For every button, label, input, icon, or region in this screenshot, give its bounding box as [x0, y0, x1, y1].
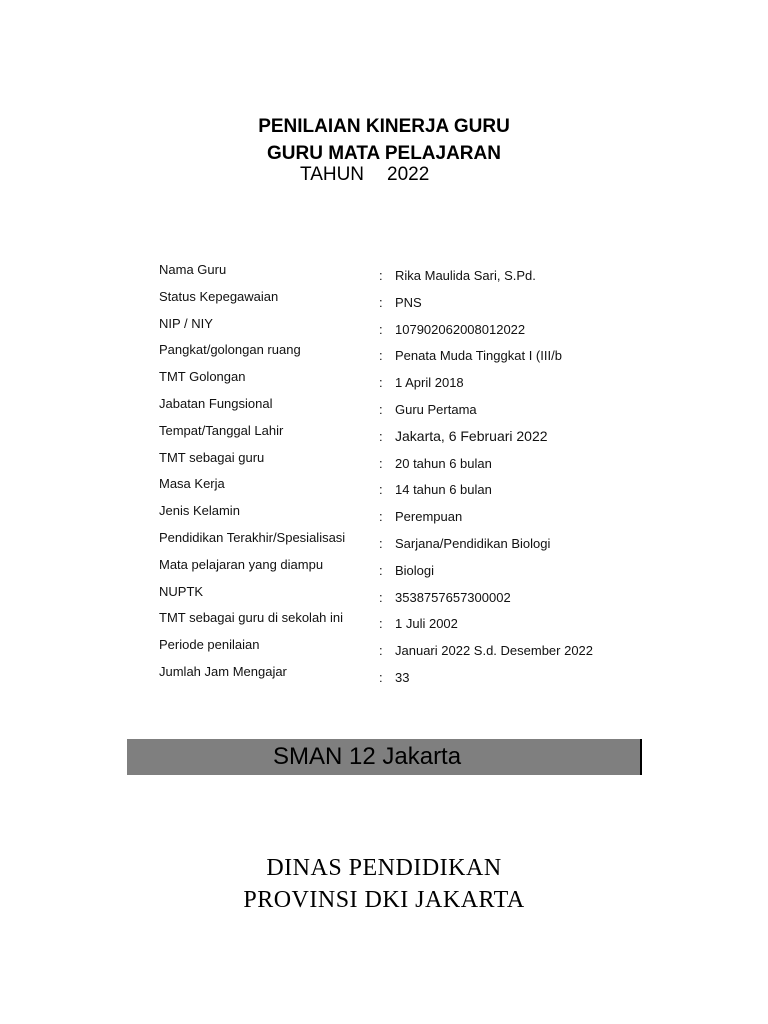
- info-row-jabatan: [159, 396, 629, 423]
- info-row-nuptk: [159, 584, 629, 611]
- info-row-jam-mengajar: [159, 664, 629, 691]
- info-value: Jakarta, 6 Februari 2022: [395, 427, 548, 444]
- info-separator: :: [379, 616, 383, 632]
- footer-block: [0, 852, 768, 916]
- info-label: TMT Golongan: [159, 369, 246, 385]
- info-value: 20 tahun 6 bulan: [395, 455, 492, 471]
- info-separator: :: [379, 482, 383, 498]
- info-row-periode: [159, 637, 629, 664]
- info-separator: :: [379, 643, 383, 659]
- info-separator: :: [379, 455, 383, 471]
- info-label: Mata pelajaran yang diampu: [159, 556, 324, 572]
- info-row-nip: [159, 316, 629, 343]
- info-row-jenis-kelamin: [159, 503, 629, 530]
- info-label: Jabatan Fungsional: [159, 395, 273, 411]
- info-row-tmt-golongan: [159, 369, 629, 396]
- info-label: Status Kepegawaian: [159, 288, 279, 304]
- info-separator: :: [379, 294, 383, 310]
- info-row-tmt-guru: [159, 450, 629, 477]
- info-value: Januari 2022 S.d. Desember 2022: [395, 643, 594, 659]
- info-separator: :: [379, 375, 383, 391]
- info-row-ttl: [159, 423, 629, 450]
- info-separator: :: [379, 268, 383, 283]
- info-label: TMT sebagai guru: [159, 449, 265, 465]
- title-block: [0, 113, 768, 167]
- info-value: 1 April 2018: [395, 375, 464, 391]
- info-row-status: [159, 289, 629, 316]
- info-separator: :: [379, 589, 383, 605]
- title-line-2: GURU MATA PELAJARAN: [267, 143, 501, 164]
- info-label: Jumlah Jam Mengajar: [159, 663, 287, 679]
- info-label: Tempat/Tanggal Lahir: [159, 422, 284, 438]
- info-separator: :: [379, 535, 383, 551]
- year-label: TAHUN: [300, 164, 365, 185]
- info-value: 1 Juli 2002: [395, 616, 458, 632]
- info-row-pendidikan: [159, 530, 629, 557]
- info-value: 107902062008012022: [395, 321, 526, 337]
- school-name: SMAN 12 Jakarta: [273, 743, 462, 770]
- info-separator: :: [379, 401, 383, 417]
- info-separator: :: [379, 669, 383, 685]
- info-row-masa-kerja: [159, 476, 629, 503]
- info-label: Jenis Kelamin: [159, 503, 240, 519]
- info-label: Pangkat/golongan ruang: [159, 342, 301, 358]
- info-value: Perempuan: [395, 509, 463, 525]
- info-label: Pendidikan Terakhir/Spesialisasi: [159, 529, 346, 545]
- info-value: Sarjana/Pendidikan Biologi: [395, 535, 551, 551]
- school-banner: [127, 739, 642, 775]
- info-value: Biologi: [395, 562, 435, 578]
- footer-line-1: DINAS PENDIDIKAN: [266, 855, 502, 881]
- info-label: NUPTK: [159, 583, 204, 599]
- info-separator: :: [379, 321, 383, 337]
- year-line: [300, 164, 429, 186]
- info-row-nama-guru: [159, 262, 629, 289]
- info-value: 3538757657300002: [395, 589, 511, 605]
- info-label: NIP / NIY: [159, 315, 213, 331]
- info-separator: :: [379, 428, 383, 444]
- info-separator: :: [379, 562, 383, 578]
- info-value: 14 tahun 6 bulan: [395, 482, 492, 498]
- info-row-mapel: [159, 557, 629, 584]
- info-value: PNS: [395, 294, 422, 310]
- info-label: Nama Guru: [159, 262, 227, 277]
- title-line-1: PENILAIAN KINERJA GURU: [258, 116, 510, 137]
- info-value: Rika Maulida Sari, S.Pd.: [395, 268, 536, 283]
- info-separator: :: [379, 509, 383, 525]
- info-label: Periode penilaian: [159, 637, 260, 653]
- info-separator: :: [379, 348, 383, 364]
- info-value: 33: [395, 669, 410, 685]
- footer-line-2: PROVINSI DKI JAKARTA: [243, 887, 525, 913]
- info-label: Masa Kerja: [159, 476, 225, 492]
- info-row-pangkat: [159, 342, 629, 369]
- info-label: TMT sebagai guru di sekolah ini: [159, 610, 344, 626]
- info-row-tmt-sekolah: [159, 610, 629, 637]
- info-value: Penata Muda Tinggkat I (III/b: [395, 348, 562, 364]
- info-value: Guru Pertama: [395, 401, 477, 417]
- teacher-info-table: [159, 262, 629, 691]
- year-value: 2022: [387, 164, 430, 185]
